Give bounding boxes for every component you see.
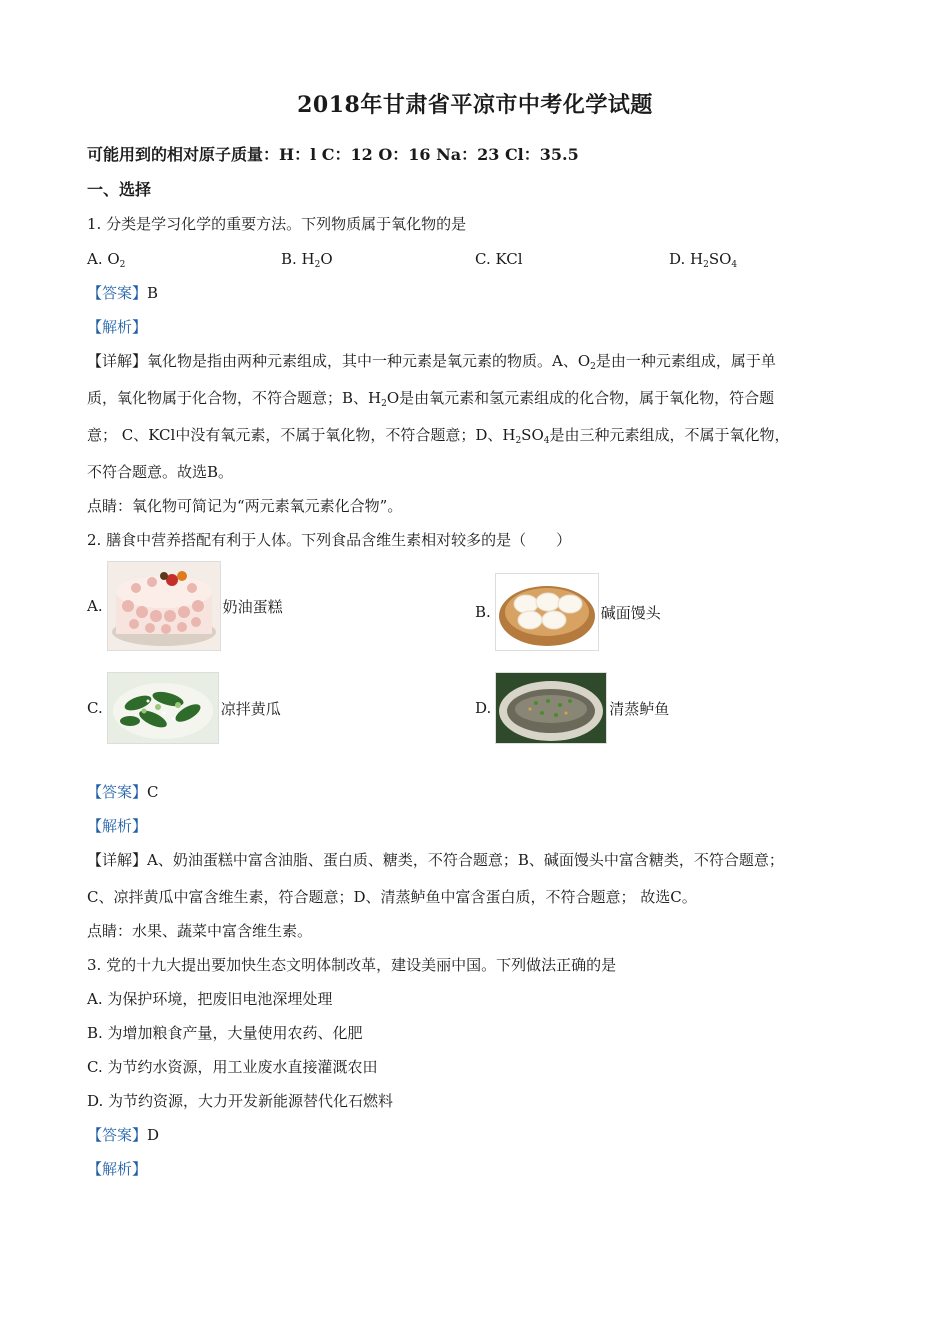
cake-image [107,561,221,651]
q3-option-d: D. 为节约资源，大力开发新能源替代化石燃料 [87,1092,394,1110]
page-title: 2018年甘肃省平凉市中考化学试题 [297,92,653,118]
q1-detail-line-1: 【详解】氧化物是指由两种元素组成，其中一种元素是氧元素的物质。A、$O_2$是由一种元素组成，属于单 [87,352,776,372]
q2-option-b-label: 碱面馒头 [600,603,661,622]
q2-answer: 【答案】C [87,783,159,801]
section-heading: 一、选择 [87,180,152,199]
q3-answer: 【答案】D [87,1126,160,1144]
steamed-fish-image [495,672,607,744]
q1-answer: 【答案】B [87,284,159,302]
q1-option-b: B. $H_2O$ [281,250,333,270]
q2-analysis-tag: 【解析】 [87,817,148,835]
q2-option-d: D. 清蒸鲈鱼 [475,672,669,744]
q1-tip: 点睛：氧化物可简记为“两元素氧元素化合物”。 [87,497,403,515]
q1-stem: 1. 分类是学习化学的重要方法。下列物质属于氧化物的是 [87,215,467,233]
answer-tag: 【答案】 [87,783,148,801]
q3-option-b: B. 为增加粮食产量，大量使用农药、化肥 [87,1024,363,1042]
q1-option-d: D. $H_2SO_4$ [669,250,738,270]
q3-option-a: A. 为保护环境，把废旧电池深埋处理 [87,990,333,1008]
cucumber-salad-image [107,672,219,744]
q1-detail-line-3: 意； C、KCl中没有氧元素，不属于氧化物，不符合题意；D、$H_2SO_4$是由三种元素组成，不属于氧化物， [87,426,790,446]
q2-stem: 2. 膳食中营养搭配有利于人体。下列食品含维生素相对较多的是（ ） [87,531,572,549]
q1-detail-line-4: 不符合题意。故选B。 [87,463,234,481]
steamed-bun-image [495,573,599,651]
q1-detail-line-2: 质，氧化物属于化合物，不符合题意；B、$H_2O$是由氧元素和氢元素组成的化合物，属于氧化物，符合题 [87,389,775,409]
q1-option-a: A. $O_2$ [87,250,126,270]
q3-stem: 3. 党的十九大提出要加快生态文明体制改革，建设美丽中国。下列做法正确的是 [87,956,617,974]
q2-detail-line-1: 【详解】A、奶油蛋糕中富含油脂、蛋白质、糖类，不符合题意；B、碱面馒头中富含糖类，不符合题意； [87,851,784,869]
q3-analysis-tag: 【解析】 [87,1160,148,1178]
q2-option-a-label: 奶油蛋糕 [222,597,283,616]
q1-option-c: C. KCl [475,250,523,268]
answer-tag: 【答案】 [87,284,148,302]
q2-option-c: C. 凉拌黄瓜 [87,672,281,744]
q2-option-a: A. 奶油蛋糕 [87,561,283,651]
q2-detail-line-2: C、凉拌黄瓜中富含维生素，符合题意；D、清蒸鲈鱼中富含蛋白质，不符合题意； 故选C。 [87,888,697,906]
q2-tip: 点睛：水果、蔬菜中富含维生素。 [87,922,313,940]
q2-option-c-label: 凉拌黄瓜 [220,699,281,718]
q2-option-d-label: 清蒸鲈鱼 [609,699,670,718]
answer-tag: 【答案】 [87,1126,148,1144]
q3-option-c: C. 为节约水资源，用工业废水直接灌溉农田 [87,1058,378,1076]
q1-analysis-tag: 【解析】 [87,318,148,336]
q2-option-b: B. 碱面馒头 [475,573,661,651]
atomic-mass-line: 可能用到的相对原子质量：H：l C：12 O：16 Na：23 Cl：35.5 [87,145,579,164]
